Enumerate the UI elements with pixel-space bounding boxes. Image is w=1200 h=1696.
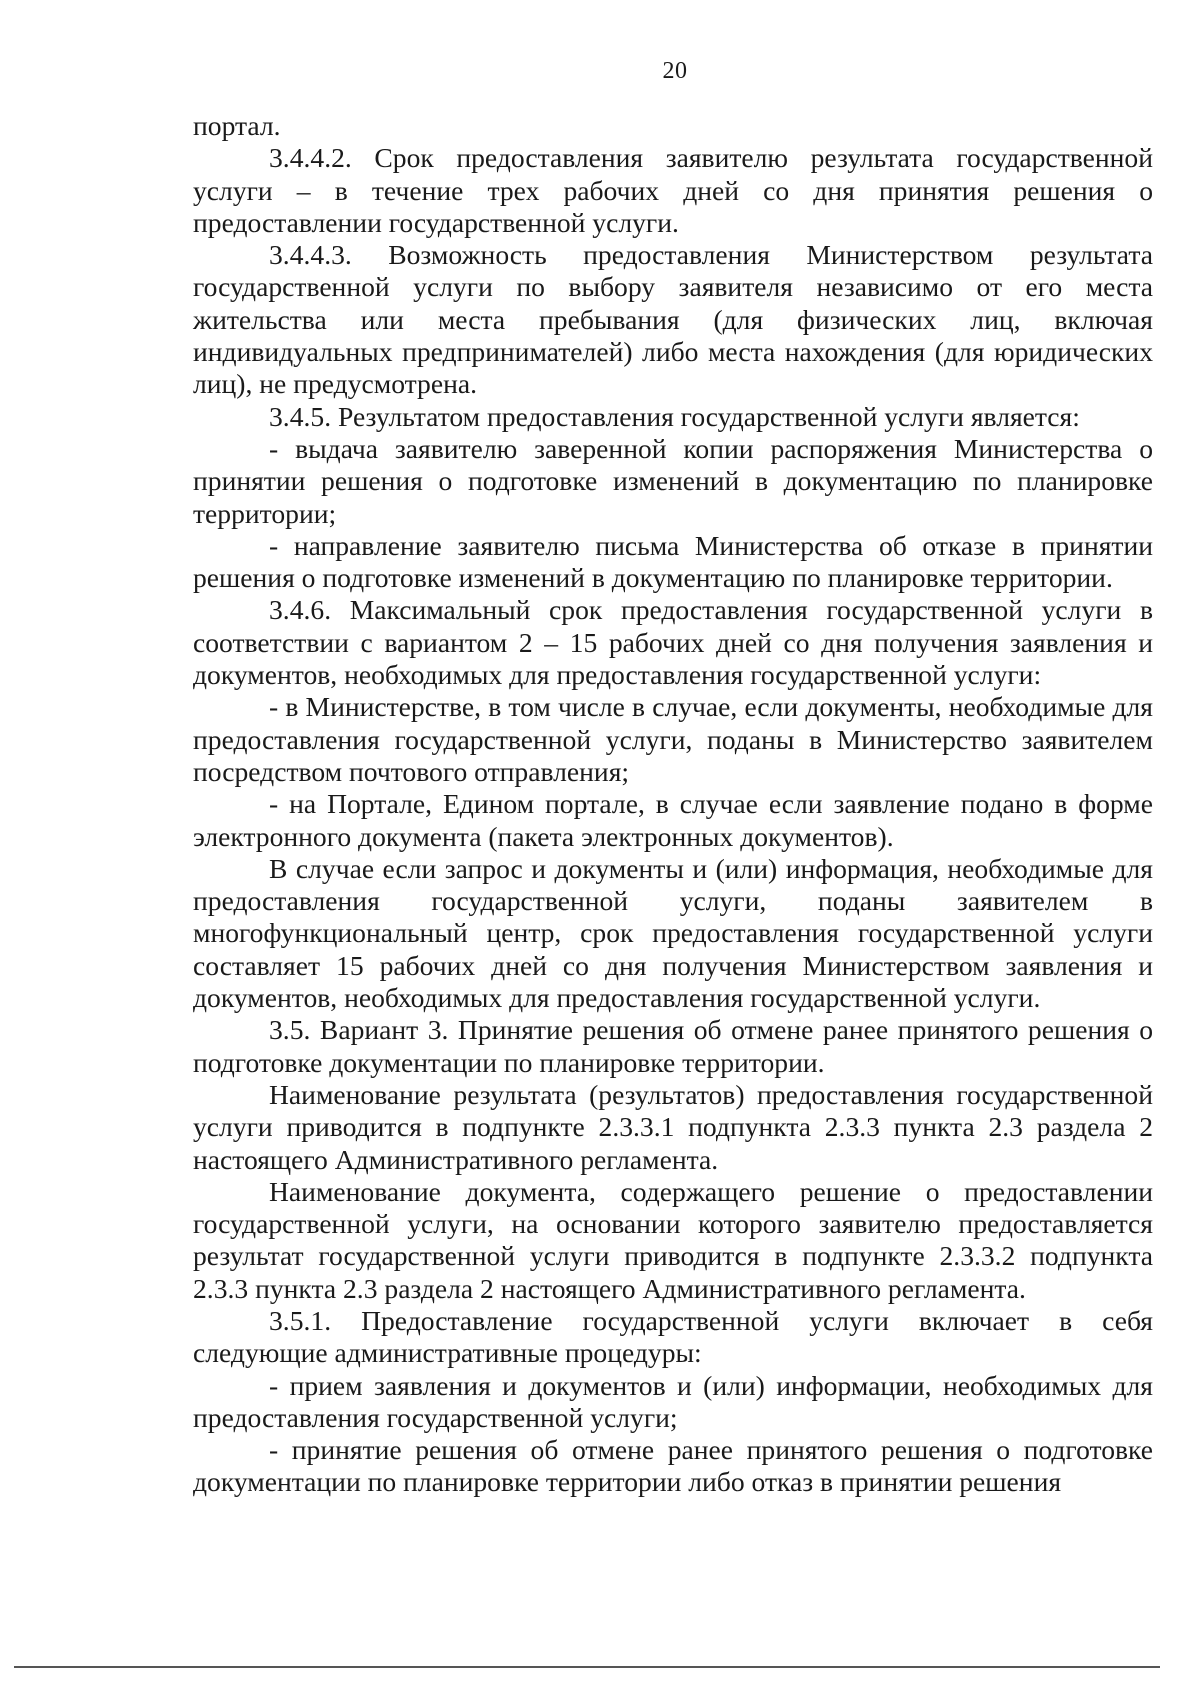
paragraph: 3.4.5. Результатом предоставления государственной услуги является: [269,400,1080,432]
paragraph: 3.4.4.3. Возможность предоставления Министерством результата государственной услуги по выбору заявителя независимо от его места жительства или места пребывания (для физических лиц, включая индивидуальных предпринимателей) либо места нахождения (для юридических лиц), не предусмотрена. [193,239,1153,400]
paragraph: - направление заявителю письма Министерства об отказе в принятии решения о подготовке изменений в документацию по планировке территории. [193,529,1153,594]
paragraph: - в Министерстве, в том числе в случае, если документы, необходимые для предоставления государственной услуги, поданы в Министерство заявителем посредством почтового отправления; [193,691,1153,787]
paragraph: 3.4.4.2. Срок предоставления заявителю результата государственной услуги – в течение трех рабочих дней со дня принятия решения о предоставлении государственной услуги. [193,142,1153,238]
paragraph: Наименование документа, содержащего решение о предоставлении государственной услуги, на основании которого заявителю предоставляется результат государственной услуги приводится в подпункте 2.3.3.2 подпункта 2.3.3 пункта 2.3 раздела 2 настоящего Административного регламента. [193,1175,1153,1304]
paragraph: В случае если запрос и документы и (или) информация, необходимые для предоставления государственной услуги, поданы заявителем в многофункциональный центр, срок предоставления государственной услуги составляет 15 рабочих дней со дня получения Министерством заявления и документов, необходимых для предоставления государственной услуги. [193,852,1153,1014]
paragraph: 3.5. Вариант 3. Принятие решения об отмене ранее принятого решения о подготовке документации по планировке территории. [193,1014,1153,1078]
page-number: 20 [662,58,688,84]
paragraph: - на Портале, Едином портале, в случае если заявление подано в форме электронного документа (пакета электронных документов). [193,788,1153,852]
paragraph: Наименование результата (результатов) предоставления государственной услуги приводится в подпункте 2.3.3.1 подпункта 2.3.3 пункта 2.3 раздела 2 настоящего Административного регламента. [193,1078,1153,1175]
paragraph: - принятие решения об отмене ранее принятого решения о подготовке документации по планировке территории либо отказ в принятии решения [193,1434,1153,1498]
body-text [193,110,1153,1499]
paragraph: - выдача заявителю заверенной копии распоряжения Министерства о принятии решения о подготовке изменений в документацию по планировке территории; [193,432,1153,529]
paragraph: - прием заявления и документов и (или) информации, необходимых для предоставления государственной услуги; [193,1369,1153,1433]
paragraph: 3.5.1. Предоставление государственной услуги включает в себя следующие административные процедуры: [193,1304,1153,1369]
paragraph: портал. [193,110,281,141]
footer-rule [14,1666,1160,1668]
paragraph: 3.4.6. Максимальный срок предоставления государственной услуги в соответствии с вариантом 2 – 15 рабочих дней со дня получения заявления и документов, необходимых для предоставления государственной услуги: [193,594,1153,691]
